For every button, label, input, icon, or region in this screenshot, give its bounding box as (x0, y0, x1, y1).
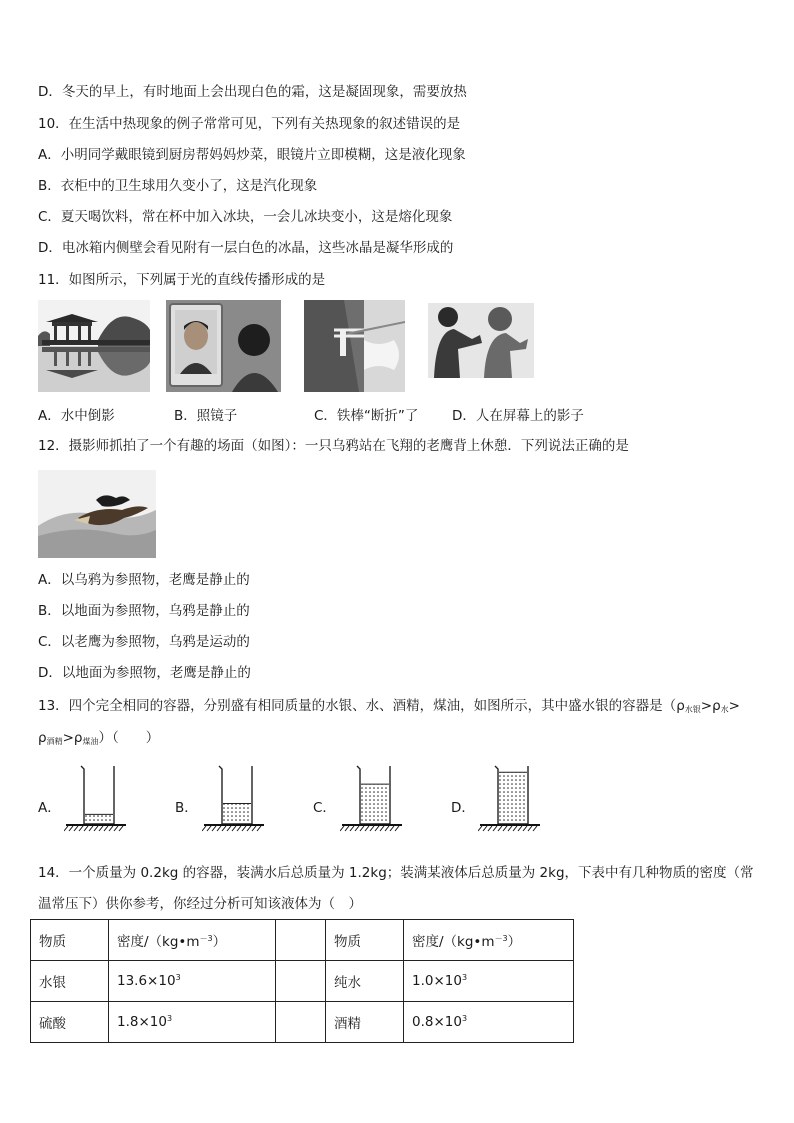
density-table (30, 919, 574, 1043)
q13-option-a: A． (38, 800, 61, 816)
hatch-line (390, 826, 394, 831)
density-cell (404, 1002, 574, 1043)
hatch-line (84, 826, 88, 831)
hatch-line (89, 826, 93, 831)
liquid-fill (361, 784, 389, 823)
q11-option-c: C．铁棒“断折”了 (314, 408, 419, 424)
hatch-line (79, 826, 83, 831)
hatch-line (109, 826, 113, 831)
hatch-line (385, 826, 389, 831)
hatch-line (380, 826, 384, 831)
liquid-fill (85, 814, 113, 823)
hatch-line (375, 826, 379, 831)
table-gap-cell (276, 920, 326, 961)
density-cell (109, 1002, 276, 1043)
hatch-line (498, 826, 502, 831)
beaker-a (64, 762, 128, 832)
unit-exponent: －3 (494, 934, 508, 943)
q13-stem (38, 697, 740, 719)
hatch-line (503, 826, 507, 831)
density-value: 1.8×10 (117, 1014, 167, 1030)
hatch-line (207, 826, 211, 831)
density-exponent: 3 (461, 1014, 468, 1023)
hatch-line (370, 826, 374, 831)
hatch-line (119, 826, 123, 831)
greater-than: > (728, 698, 740, 714)
hand-shadow-photo (428, 303, 534, 378)
table-gap-cell (276, 1002, 326, 1043)
q11-option-d: D．人在屏幕上的影子 (452, 408, 584, 424)
header-substance-1: 物质 (31, 920, 109, 961)
hatch-line (74, 826, 78, 831)
hatch-line (513, 826, 517, 831)
hatch-line (365, 826, 369, 831)
hatch-line (483, 826, 487, 831)
density-exponent: 3 (461, 973, 468, 982)
q12-option-b: B．以地面为参照物，乌鸦是静止的 (38, 603, 250, 619)
rho-subscript-water: 水 (720, 705, 729, 714)
hatch-line (257, 826, 261, 831)
header-density-label: 密度/（kg•m (412, 934, 495, 950)
q14-stem-line1: 14．一个质量为 0.2kg 的容器，装满水后总质量为 1.2kg；装满某液体后总质量为 2kg，下表中有几种物质的密度（常 (38, 865, 754, 881)
substance-cell: 水银 (31, 961, 109, 1002)
rho-subscript-kerosene: 煤油 (82, 737, 99, 746)
q13-option-c: C． (313, 800, 336, 816)
rho-symbol: ρ (38, 730, 47, 746)
q13-stem-cont (38, 729, 159, 751)
density-cell (109, 961, 276, 1002)
hatch-line (237, 826, 241, 831)
hatch-line (217, 826, 221, 831)
rho-subscript-mercury: 水银 (684, 705, 701, 714)
q10-stem: 10．在生活中热现象的例子常常可见，下列有关热现象的叙述错误的是 (38, 116, 461, 132)
hatch-line (247, 826, 251, 831)
hatch-line (114, 826, 118, 831)
hatch-line (493, 826, 497, 831)
substance-cell: 硫酸 (31, 1002, 109, 1043)
hatch-line (242, 826, 246, 831)
hatch-line (345, 826, 349, 831)
hatch-line (488, 826, 492, 831)
density-exponent: 3 (166, 1014, 173, 1023)
hatch-line (523, 826, 527, 831)
pavilion-reflection-photo (38, 300, 150, 392)
q9-option-d: D．冬天的早上，有时地面上会出现白色的霜，这是凝固现象，需要放热 (38, 84, 467, 100)
hatch-line (478, 826, 482, 831)
substance-cell: 纯水 (326, 961, 404, 1002)
q11-option-b: B．照镜子 (174, 408, 238, 424)
q10-option-b: B．衣柜中的卫生球用久变小了，这是汽化现象 (38, 178, 318, 194)
hatch-line (355, 826, 359, 831)
hatch-line (232, 826, 236, 831)
q14-stem-line2: 温常压下）供你参考，你经过分析可知该液体为（ ） (38, 896, 362, 912)
bent-rod-photo (304, 300, 405, 392)
hatch-line (222, 826, 226, 831)
header-density-1 (109, 920, 276, 961)
crow-on-eagle-photo (38, 470, 156, 558)
q11-option-a: A．水中倒影 (38, 408, 115, 424)
liquid-fill (223, 804, 251, 823)
substance-cell: 酒精 (326, 1002, 404, 1043)
unit-exponent: －3 (199, 934, 213, 943)
hatch-line (533, 826, 537, 831)
hatch-line (518, 826, 522, 831)
table-gap-cell (276, 961, 326, 1002)
rho-subscript-alcohol: 酒精 (46, 737, 63, 746)
rho-symbol: ρ (73, 730, 83, 746)
hatch-line (104, 826, 108, 831)
hatch-line (252, 826, 256, 831)
rho-symbol: ρ (676, 698, 685, 714)
header-close: ） (212, 934, 227, 950)
greater-than: > (700, 698, 713, 714)
hatch-line (395, 826, 399, 831)
hatch-line (528, 826, 532, 831)
hatch-line (69, 826, 73, 831)
header-density-2 (404, 920, 574, 961)
hatch-line (212, 826, 216, 831)
q13-stem-text: 13．四个完全相同的容器，分别盛有相同质量的水银、水、酒精，煤油，如图所示，其中盛水银的容器是（ (38, 698, 677, 714)
q13-option-d: D． (451, 800, 475, 816)
density-value: 13.6×10 (117, 973, 176, 989)
q12-option-c: C．以老鹰为参照物，乌鸦是运动的 (38, 634, 250, 650)
q12-option-a: A．以乌鸦为参照物，老鹰是静止的 (38, 572, 250, 588)
q10-option-c: C．夏天喝饮料，常在杯中加入冰块，一会儿冰块变小，这是熔化现象 (38, 209, 453, 225)
q10-option-d: D．电冰箱内侧壁会看见附有一层白色的冰晶，这些冰晶是凝华形成的 (38, 240, 454, 256)
table-row (31, 920, 574, 961)
hatch-line (350, 826, 354, 831)
beaker-c (340, 762, 404, 832)
hatch-line (508, 826, 512, 831)
density-value: 1.0×10 (412, 973, 462, 989)
beaker-b (202, 762, 266, 832)
q11-stem: 11．如图所示，下列属于光的直线传播形成的是 (38, 272, 326, 288)
hatch-line (202, 826, 206, 831)
greater-than: > (62, 730, 74, 746)
rho-symbol: ρ (712, 698, 721, 714)
liquid-fill (499, 772, 527, 823)
hatch-line (227, 826, 231, 831)
table-row (31, 1002, 574, 1043)
beaker-d (478, 762, 542, 832)
hatch-line (360, 826, 364, 831)
header-close: ） (507, 934, 522, 950)
density-cell (404, 961, 574, 1002)
boy-mirror-photo (166, 300, 281, 392)
q13-option-b: B． (175, 800, 198, 816)
q10-option-a: A．小明同学戴眼镜到厨房帮妈妈炒菜，眼镜片立即模糊，这是液化现象 (38, 147, 466, 163)
q12-stem: 12．摄影师抓拍了一个有趣的场面（如图）：一只乌鸦站在飞翔的老鹰背上休憩．下列说法正确的是 (38, 438, 629, 454)
density-exponent: 3 (175, 973, 181, 982)
header-density-label: 密度/（kg•m (117, 934, 200, 950)
hatch-line (64, 826, 68, 831)
table-row (31, 961, 574, 1002)
header-substance-2: 物质 (326, 920, 404, 961)
density-value: 0.8×10 (412, 1014, 462, 1030)
q12-option-d: D．以地面为参照物，老鹰是静止的 (38, 665, 251, 681)
hatch-line (340, 826, 344, 831)
hatch-line (99, 826, 103, 831)
q13-stem-tail: ）（ ） (98, 730, 160, 746)
hatch-line (94, 826, 98, 831)
